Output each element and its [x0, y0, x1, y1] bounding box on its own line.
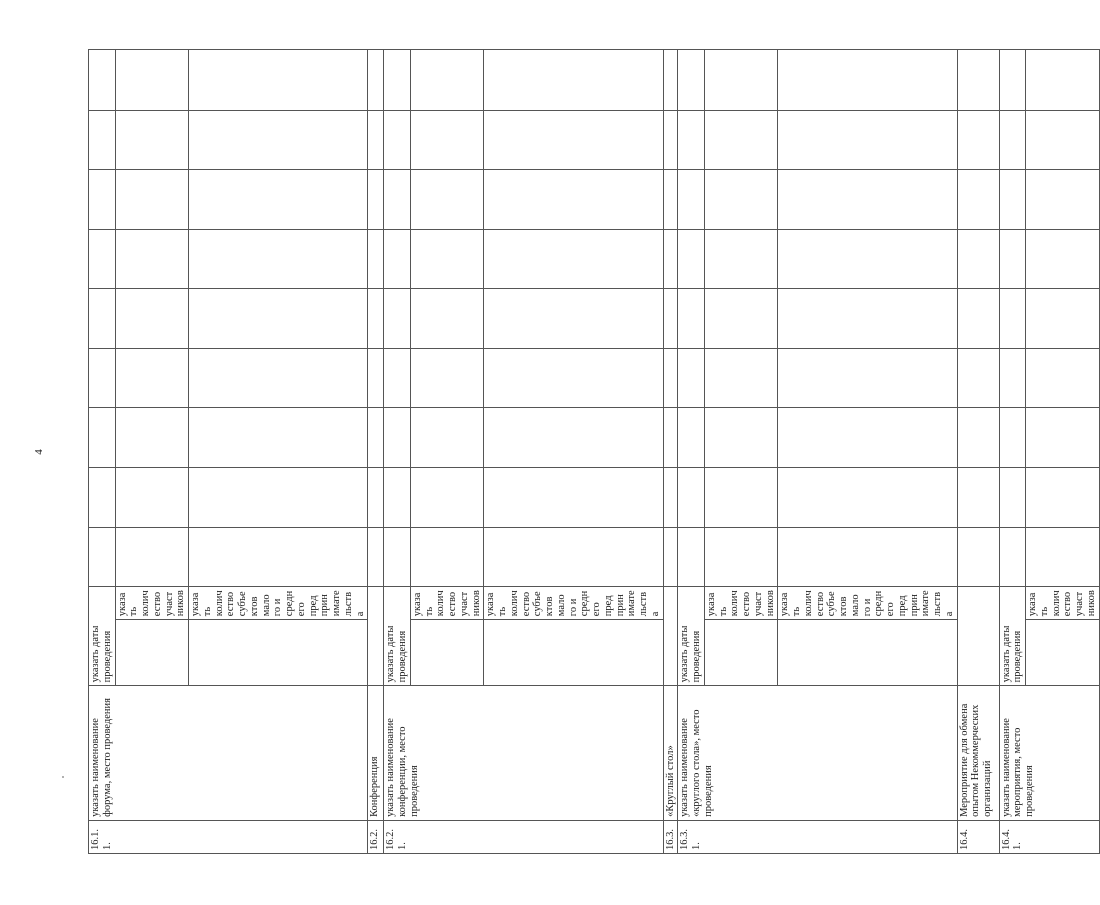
row-number: 16.3. — [663, 820, 678, 853]
indicator-cell: указать количество участников — [1026, 587, 1100, 620]
value-cell — [999, 170, 1026, 230]
indicator-cell: указать даты проведения — [678, 587, 705, 686]
indent-cell — [1026, 620, 1100, 686]
value-cell — [704, 229, 778, 289]
value-cell — [484, 348, 663, 408]
indicator-cell: указать количество субъектов малого и среднего предпринимательства — [484, 587, 663, 620]
value-cell — [957, 468, 999, 528]
value-cell — [89, 468, 116, 528]
page-number: 4 — [32, 449, 45, 455]
value-cell — [410, 50, 484, 111]
value-cell — [368, 50, 384, 111]
value-cell — [189, 170, 368, 230]
value-cell — [115, 50, 189, 111]
value-cell — [778, 348, 957, 408]
indicator-cell: указать даты проведения — [999, 587, 1026, 686]
value-cell — [484, 229, 663, 289]
indent-cell — [778, 620, 957, 686]
table-row — [999, 50, 1026, 854]
value-cell — [484, 468, 663, 528]
value-cell — [957, 289, 999, 349]
indicator-cell: указать количество участников — [410, 587, 484, 620]
value-cell — [778, 229, 957, 289]
value-cell — [384, 348, 411, 408]
value-cell — [957, 408, 999, 468]
value-cell — [410, 527, 484, 587]
value-cell — [663, 527, 678, 587]
value-cell — [484, 289, 663, 349]
value-cell — [384, 110, 411, 170]
indicator-cell — [368, 587, 384, 686]
value-cell — [410, 289, 484, 349]
value-cell — [484, 408, 663, 468]
indicator-cell: указать даты проведения — [89, 587, 116, 686]
value-cell — [999, 408, 1026, 468]
value-cell — [89, 229, 116, 289]
row-number: 16.3.1. — [678, 820, 957, 853]
value-cell — [484, 170, 663, 230]
value-cell — [484, 50, 663, 111]
row-name: указать наименование форума, место проведения — [89, 686, 368, 821]
value-cell — [999, 110, 1026, 170]
row-number: 16.2. — [368, 820, 384, 853]
indent-cell — [704, 620, 778, 686]
value-cell — [410, 348, 484, 408]
value-cell — [368, 170, 384, 230]
indent-cell — [189, 620, 368, 686]
table-row — [89, 50, 116, 854]
value-cell — [957, 110, 999, 170]
value-cell — [663, 170, 678, 230]
value-cell — [663, 468, 678, 528]
value-cell — [368, 527, 384, 587]
rotated-table-container — [88, 49, 1097, 854]
value-cell — [368, 110, 384, 170]
table-row — [957, 50, 999, 854]
value-cell — [410, 110, 484, 170]
table-row — [663, 50, 678, 854]
indicator-cell: указать количество участников — [704, 587, 778, 620]
value-cell — [957, 229, 999, 289]
value-cell — [678, 408, 705, 468]
value-cell — [368, 289, 384, 349]
value-cell — [778, 50, 957, 111]
value-cell — [1026, 110, 1100, 170]
row-name: Мероприятие для обмена опытом Некоммерческих организаций — [957, 686, 999, 821]
value-cell — [678, 50, 705, 111]
value-cell — [384, 468, 411, 528]
value-cell — [1026, 527, 1100, 587]
value-cell — [89, 527, 116, 587]
value-cell — [115, 170, 189, 230]
value-cell — [678, 110, 705, 170]
value-cell — [663, 408, 678, 468]
value-cell — [678, 468, 705, 528]
value-cell — [89, 170, 116, 230]
value-cell — [189, 289, 368, 349]
value-cell — [678, 229, 705, 289]
indicator-cell: указать количество субъектов малого и среднего предпринимательства — [778, 587, 957, 620]
indicator-cell: указать количество участников — [115, 587, 189, 620]
value-cell — [663, 348, 678, 408]
value-cell — [999, 468, 1026, 528]
value-cell — [89, 348, 116, 408]
value-cell — [1026, 408, 1100, 468]
value-cell — [368, 348, 384, 408]
value-cell — [999, 289, 1026, 349]
value-cell — [368, 229, 384, 289]
row-number: 16.4. — [957, 820, 999, 853]
value-cell — [189, 348, 368, 408]
value-cell — [115, 110, 189, 170]
value-cell — [678, 170, 705, 230]
value-cell — [778, 170, 957, 230]
value-cell — [115, 229, 189, 289]
value-cell — [957, 527, 999, 587]
indent-cell — [410, 620, 484, 686]
value-cell — [384, 527, 411, 587]
value-cell — [384, 408, 411, 468]
value-cell — [678, 348, 705, 408]
indent-cell — [115, 620, 189, 686]
row-name: Конференция — [368, 686, 384, 821]
row-number: 16.2.1. — [384, 820, 663, 853]
row-name: «Круглый стол» — [663, 686, 678, 821]
value-cell — [384, 229, 411, 289]
value-cell — [778, 289, 957, 349]
value-cell — [663, 110, 678, 170]
value-cell — [89, 408, 116, 468]
value-cell — [704, 527, 778, 587]
value-cell — [663, 50, 678, 111]
value-cell — [778, 468, 957, 528]
value-cell — [89, 110, 116, 170]
value-cell — [189, 229, 368, 289]
value-cell — [368, 408, 384, 468]
value-cell — [957, 50, 999, 111]
value-cell — [704, 468, 778, 528]
report-table — [88, 49, 1100, 854]
row-name: указать наименование конференции, место проведения — [384, 686, 663, 821]
value-cell — [368, 468, 384, 528]
value-cell — [115, 527, 189, 587]
value-cell — [384, 289, 411, 349]
value-cell — [1026, 50, 1100, 111]
value-cell — [484, 110, 663, 170]
value-cell — [189, 110, 368, 170]
value-cell — [1026, 289, 1100, 349]
row-name: указать наименование мероприятия, место проведения — [999, 686, 1099, 821]
value-cell — [410, 408, 484, 468]
value-cell — [957, 348, 999, 408]
indicator-cell: указать количество субъектов малого и среднего предпринимательства — [189, 587, 368, 620]
value-cell — [410, 229, 484, 289]
value-cell — [1026, 468, 1100, 528]
table-row — [368, 50, 384, 854]
indicator-cell: указать даты проведения — [384, 587, 411, 686]
indicator-cell — [663, 587, 678, 686]
value-cell — [704, 110, 778, 170]
value-cell — [89, 50, 116, 111]
value-cell — [410, 468, 484, 528]
value-cell — [484, 527, 663, 587]
value-cell — [384, 170, 411, 230]
value-cell — [957, 170, 999, 230]
value-cell — [778, 110, 957, 170]
value-cell — [189, 408, 368, 468]
table-row — [678, 50, 705, 854]
value-cell — [1026, 170, 1100, 230]
row-name: указать наименование «круглого стола», место проведения — [678, 686, 957, 821]
row-number: 16.4.1. — [999, 820, 1099, 853]
value-cell — [778, 408, 957, 468]
value-cell — [189, 527, 368, 587]
value-cell — [999, 348, 1026, 408]
value-cell — [663, 229, 678, 289]
value-cell — [663, 289, 678, 349]
table-row — [384, 50, 411, 854]
value-cell — [1026, 229, 1100, 289]
value-cell — [678, 289, 705, 349]
value-cell — [704, 408, 778, 468]
value-cell — [999, 229, 1026, 289]
value-cell — [384, 50, 411, 111]
value-cell — [704, 170, 778, 230]
value-cell — [410, 170, 484, 230]
value-cell — [189, 468, 368, 528]
value-cell — [189, 50, 368, 111]
value-cell — [778, 527, 957, 587]
indent-cell — [484, 620, 663, 686]
value-cell — [678, 527, 705, 587]
value-cell — [704, 348, 778, 408]
value-cell — [115, 408, 189, 468]
value-cell — [115, 468, 189, 528]
value-cell — [999, 50, 1026, 111]
value-cell — [704, 50, 778, 111]
row-number: 16.1.1. — [89, 820, 368, 853]
value-cell — [704, 289, 778, 349]
value-cell — [1026, 348, 1100, 408]
value-cell — [115, 348, 189, 408]
indicator-cell — [957, 587, 999, 686]
scan-speck — [62, 776, 64, 778]
value-cell — [89, 289, 116, 349]
value-cell — [115, 289, 189, 349]
value-cell — [999, 527, 1026, 587]
